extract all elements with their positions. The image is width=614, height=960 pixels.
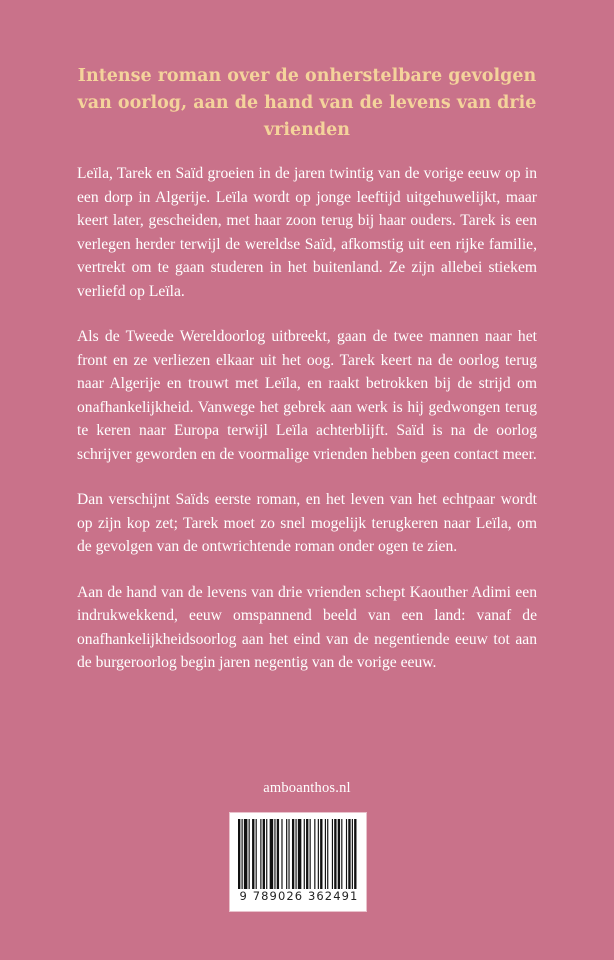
barcode-bar [327,819,328,889]
barcode-bar [341,819,342,889]
barcode-bar [292,819,294,889]
blurb-body [77,162,537,697]
isbn-barcode [229,812,367,912]
barcode-bars-graphic [238,819,360,889]
barcode-bar [277,819,279,889]
barcode-bar [244,819,248,889]
barcode-bar [334,819,336,889]
barcode-bar [354,819,356,889]
barcode-bar [318,819,319,889]
barcode-bar [266,819,267,889]
publisher-website: amboanthos.nl [263,780,351,796]
barcode-bar [325,819,326,889]
barcode-bar [288,819,289,889]
barcode-bar [242,819,243,889]
barcode-bar [256,819,257,889]
barcode-bar [320,819,322,889]
barcode-bar [314,819,315,889]
barcode-bar [260,819,261,889]
barcode-bar [263,819,265,889]
barcode-bar [332,819,333,889]
barcode-bar [352,819,353,889]
blurb-paragraph-2: Als de Tweede Wereldoorlog uitbreekt, gaan de twee mannen naar het front en ze verliezen elkaar uit het oog. Tarek keert na de oorlog terug naar Algerije en trouwt met Leïla, en raakt betrokken bij de strijd om onafhankelijkheid. Vanwege het gebrek aan werk is hij gedwongen terug te keren naar Europa terwijl Leïla achterblijft. Saïd is na de oorlog schrijver geworden en de voormalige vrienden hebben geen contact meer. [77,328,537,463]
blurb-paragraph-1: Leïla, Tarek en Saïd groeien in de jaren twintig van de vorige eeuw op in een dorp in Algerije. Leïla wordt op jonge leeftijd uitgehuwelijkt, maar keert later, gescheiden, met haar zoon terug bij haar ouders. Tarek is een verlegen herder terwijl de wereldse Saïd, afkomstig uit een rijke familie, vertrekt om te gaan studeren in het buitenland. Ze zijn allebei stiekem verliefd op Leïla. [77,165,537,300]
barcode-bar [310,819,311,889]
barcode-bar [306,819,308,889]
barcode-bar [346,819,347,889]
barcode-bar [238,819,240,889]
isbn-number: 9 789026 362491 [239,889,359,903]
barcode-bar [252,819,254,889]
barcode-bar [270,819,274,889]
cover-headline: Intense roman over de onherstelbare gevolgen van oorlog, aan de hand van de levens van drie vrienden [77,66,537,140]
barcode-bar [338,819,340,889]
barcode-bar [295,819,296,889]
barcode-bar [298,819,302,889]
blurb-paragraph-4: Aan de hand van de levens van drie vrienden schept Kaouther Adimi een indrukwekkend, eeuw omspannend beeld van een land: vanaf de onafhankelijkheidsoorlog aan het eind van de negentiende eeuw tot aan de burgeroorlog begin jaren negentig van de vorige eeuw. [77,583,537,671]
barcode-bar [274,819,275,889]
barcode-bar [281,819,282,889]
barcode-bar [348,819,350,889]
barcode-bar [249,819,250,889]
blurb-paragraph-3: Dan verschijnt Saïds eerste roman, en het leven van het echtpaar wordt op zijn kop zet; Tarek moet zo snel mogelijk terugkeren naar Leïla, om de gevolgen van de ontwrichtende roman onder ogen te zien. [77,491,537,555]
barcode-bar [304,819,305,889]
barcode-bar [286,819,287,889]
